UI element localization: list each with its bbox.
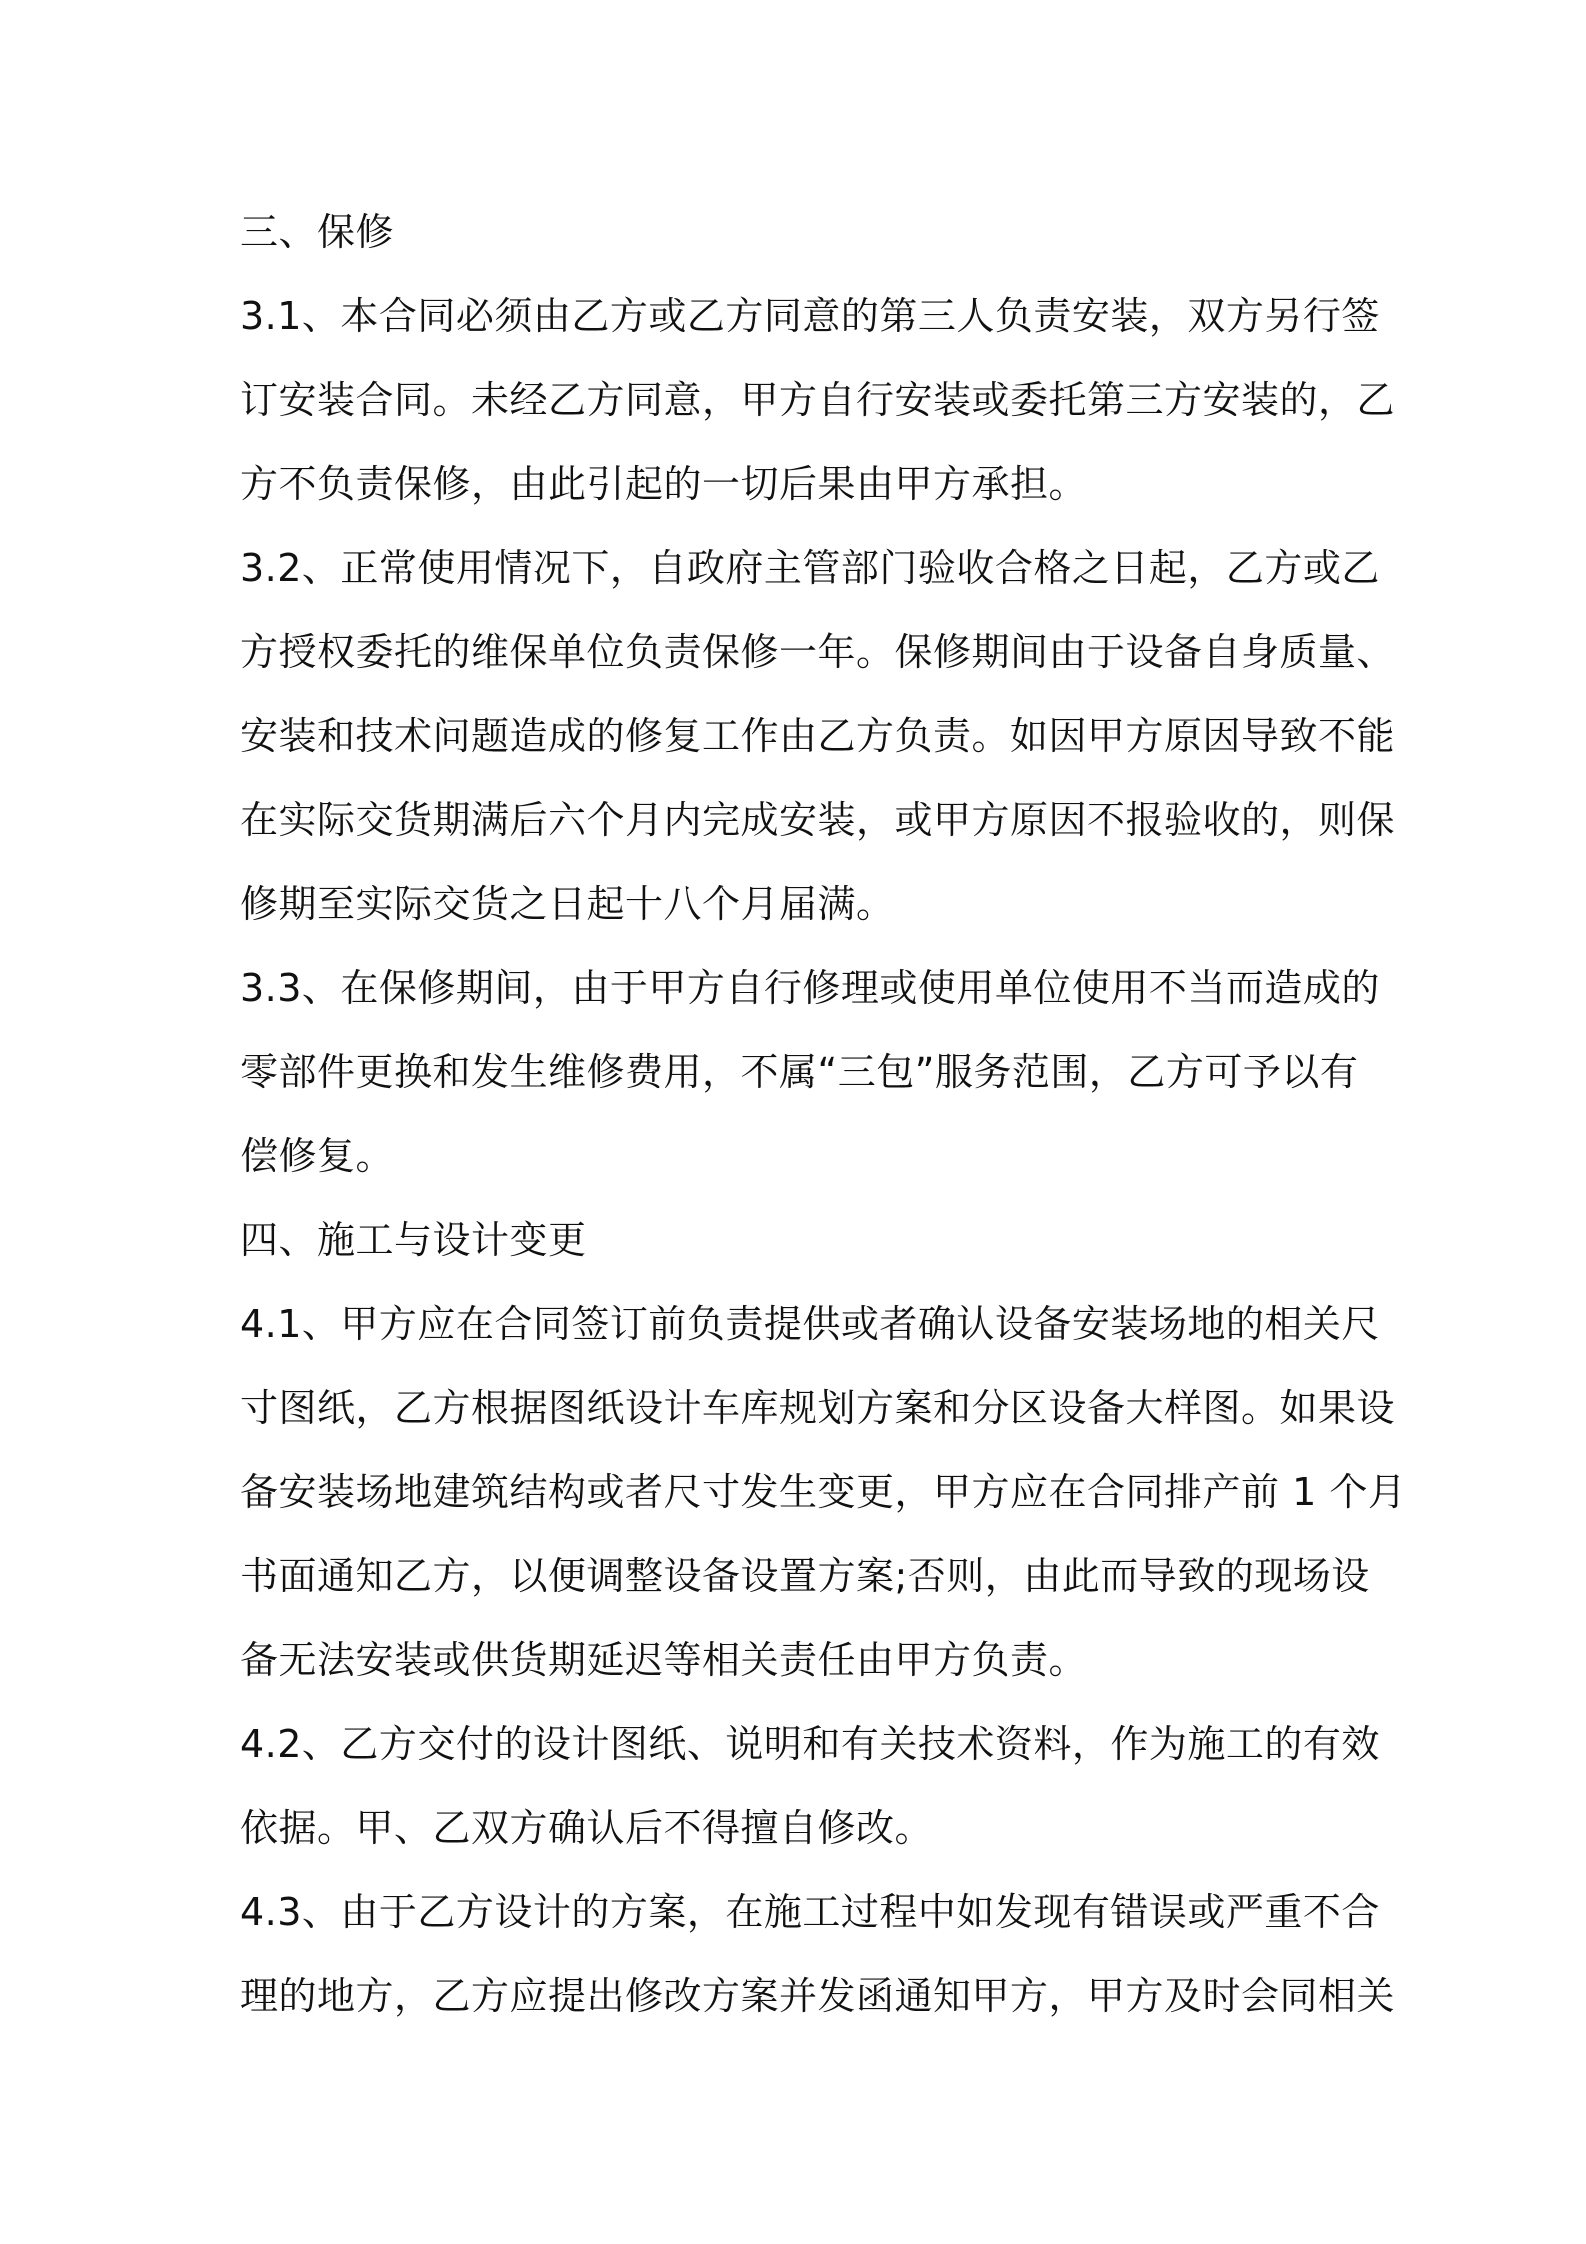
clause-4-1-line-2: 寸图纸，乙方根据图纸设计车库规划方案和分区设备大样图。如果设: [240, 1386, 1396, 1430]
clause-4-1-line-3: 备安装场地建筑结构或者尺寸发生变更，甲方应在合同排产前 1 个月: [240, 1470, 1407, 1514]
clause-3-3-line-1: 3.3、在保修期间，由于甲方自行修理或使用单位使用不当而造成的: [240, 966, 1380, 1010]
clause-3-1-line-1: 3.1、本合同必须由乙方或乙方同意的第三人负责安装，双方另行签: [240, 294, 1380, 338]
clause-3-2-line-4: 在实际交货期满后六个月内完成安装，或甲方原因不报验收的，则保: [240, 798, 1396, 842]
clause-3-2-line-5: 修期至实际交货之日起十八个月届满。: [240, 882, 895, 926]
clause-3-2-line-1: 3.2、正常使用情况下，自政府主管部门验收合格之日起，乙方或乙: [240, 546, 1380, 590]
clause-3-3-line-2: 零部件更换和发生维修费用，不属“三包”服务范围，乙方可予以有: [240, 1050, 1359, 1094]
clause-4-1-line-4: 书面通知乙方，以便调整设备设置方案;否则，由此而导致的现场设: [240, 1554, 1370, 1598]
section-heading-construction-design-change: 四、施工与设计变更: [240, 1218, 587, 1262]
clause-3-1-line-2: 订安装合同。未经乙方同意，甲方自行安装或委托第三方安装的，乙: [240, 378, 1396, 422]
section-heading-warranty: 三、保修: [240, 210, 395, 254]
clause-3-1-line-3: 方不负责保修，由此引起的一切后果由甲方承担。: [240, 462, 1088, 506]
clause-3-2-line-2: 方授权委托的维保单位负责保修一年。保修期间由于设备自身质量、: [240, 630, 1396, 674]
clause-4-3-line-1: 4.3、由于乙方设计的方案，在施工过程中如发现有错误或严重不合: [240, 1890, 1380, 1934]
clause-4-2-line-2: 依据。甲、乙双方确认后不得擅自修改。: [240, 1806, 934, 1850]
clause-3-2-line-3: 安装和技术问题造成的修复工作由乙方负责。如因甲方原因导致不能: [240, 714, 1396, 758]
clause-3-3-line-3: 偿修复。: [240, 1134, 395, 1178]
clause-4-3-line-2: 理的地方，乙方应提出修改方案并发函通知甲方，甲方及时会同相关: [240, 1974, 1396, 2018]
clause-4-1-line-5: 备无法安装或供货期延迟等相关责任由甲方负责。: [240, 1638, 1088, 1682]
clause-4-1-line-1: 4.1、甲方应在合同签订前负责提供或者确认设备安装场地的相关尺: [240, 1302, 1380, 1346]
clause-4-2-line-1: 4.2、乙方交付的设计图纸、说明和有关技术资料，作为施工的有效: [240, 1722, 1380, 1766]
document-page: [240, 190, 1407, 2038]
